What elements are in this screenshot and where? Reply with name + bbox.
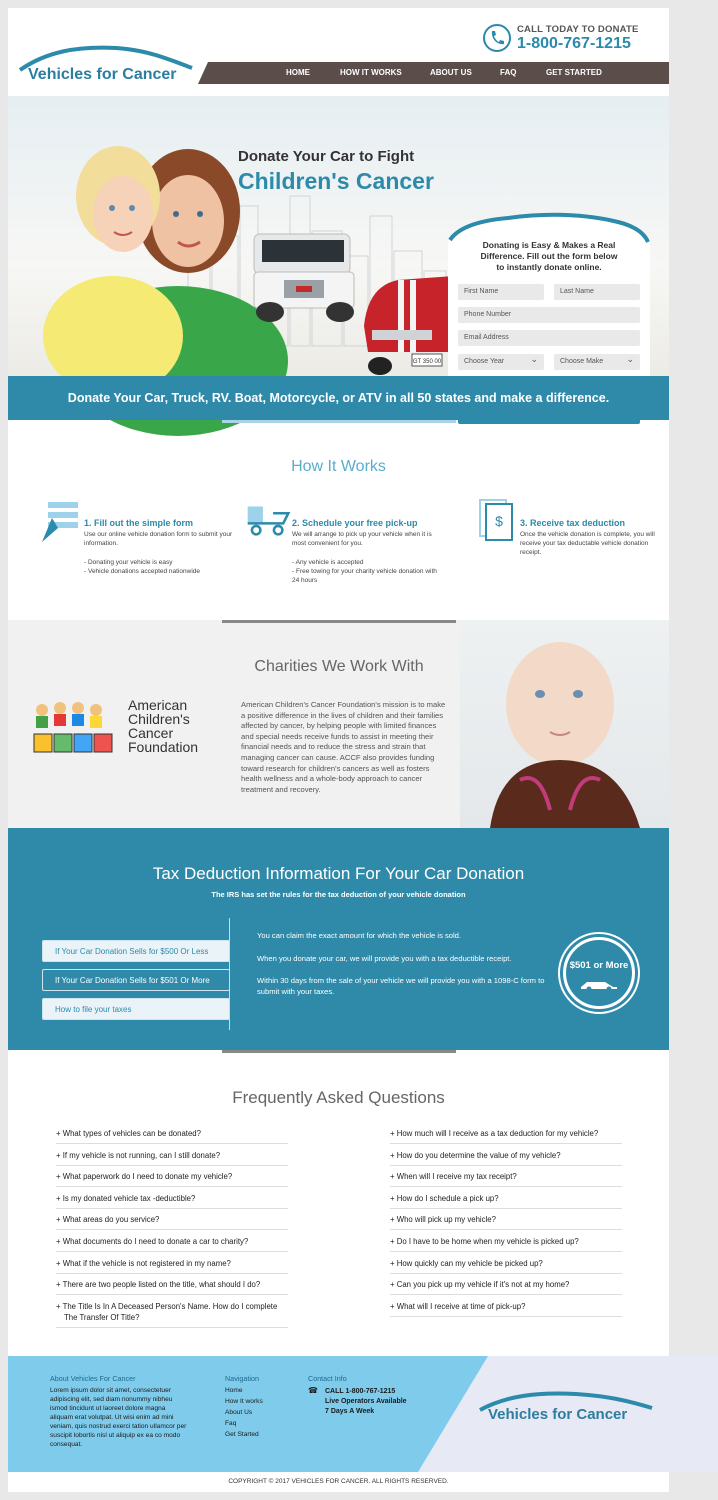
faq-question[interactable]: + The Title Is In A Deceased Person's Name. How do I complete The Transfer Of Title? <box>56 1301 288 1328</box>
faq-question[interactable]: + Who will pick up my vehicle? <box>390 1214 622 1230</box>
faq-question[interactable]: + Can you pick up my vehicle if it's not at my home? <box>390 1279 622 1295</box>
tax-tab-500-or-less[interactable]: If Your Car Donation Sells for $500 Or Less <box>42 940 230 962</box>
accf-name-line1: American <box>128 697 188 713</box>
child-photo <box>460 620 669 828</box>
footer-nav-home[interactable]: Home <box>225 1387 243 1394</box>
email-input[interactable]: Email Address <box>458 330 640 346</box>
main-nav <box>208 62 669 84</box>
charities-description: American Children's Cancer Foundation's mission is to make a positive difference in the lives of children and their families affected by cancer, by helping people with limited finances and special needs receive funds to assist in meeting their financial needs and to reduce the stress and strain that managing cancer can cause. ACCF also provides funding toward research for children's cancers as well as fosters health wellness and a whole-body approach to cancer treatment and recovery. <box>241 700 446 794</box>
license-plate-text: GT 350 00 <box>412 359 442 365</box>
faq-question[interactable]: + There are two people listed on the title, what should I do? <box>56 1279 288 1295</box>
accf-name-line3: Cancer <box>128 725 174 741</box>
faq-question[interactable]: + How much will I receive as a tax deduction for my vehicle? <box>390 1128 622 1144</box>
nav-faq[interactable]: FAQ <box>500 68 517 77</box>
footer-nav-faq[interactable]: Faq <box>225 1420 237 1427</box>
accf-name <box>128 698 198 754</box>
hero-title-line1: Donate Your Car to Fight <box>238 148 415 165</box>
form-heading-line2: Difference. Fill out the form below <box>480 251 618 261</box>
nav-about-us[interactable]: ABOUT US <box>430 68 472 77</box>
footer-about-text: Lorem ipsum dolor sit amet, consectetuer adipiscing elit, sed diam nonummy nibheu ismod tincidunt ut laoreet dolore magna aliquam erat volutpat. Ut wisi enim ad mini veniam, quis nostrud exerci tation ullamcor per suscipit lobortis nisl ut aliquip ex ea co modo consequat. <box>50 1387 187 1448</box>
logo-text: Vehicles for Cancer <box>28 66 177 83</box>
faq-question[interactable]: + How quickly can my vehicle be picked up? <box>390 1258 622 1274</box>
copyright: COPYRIGHT © 2017 VEHICLES FOR CANCER. ALL RIGHTS RESERVED. <box>8 1472 669 1492</box>
form-heading <box>448 240 650 273</box>
vehicle-types-banner: Donate Your Car, Truck, RV. Boat, Motorcycle, or ATV in all 50 states and make a difference. <box>8 376 669 420</box>
footer-nav-about[interactable]: About Us <box>225 1409 253 1416</box>
banner-tab-accent <box>222 420 456 423</box>
faq-question[interactable]: + What if the vehicle is not registered in my name? <box>56 1258 288 1274</box>
hero <box>8 96 669 376</box>
charities-title: Charities We Work With <box>254 658 424 675</box>
year-select[interactable]: Choose Year ⌄ <box>458 354 544 370</box>
faq-question[interactable]: + What will I receive at time of pick-up? <box>390 1301 622 1317</box>
step-2 <box>246 498 446 598</box>
nav-how-it-works[interactable]: HOW IT WORKS <box>340 68 402 77</box>
tax-paragraph-2: When you donate your car, we will provide you with a tax deductible receipt. <box>257 954 512 963</box>
tax-divider <box>229 918 230 1030</box>
header <box>8 8 669 108</box>
receipt-icon <box>474 498 518 542</box>
accf-name-line2: Children's <box>128 711 190 727</box>
step-2-desc: We will arrange to pick up your vehicle when it is most convenient for you. <box>292 531 432 547</box>
nav-get-started[interactable]: GET STARTED <box>546 68 602 77</box>
footer-contact-phone[interactable]: CALL 1-800-767-1215 <box>325 1388 396 1395</box>
call-number[interactable]: 1-800-767-1215 <box>517 35 631 52</box>
footer <box>8 1356 669 1472</box>
faq-question[interactable]: + If my vehicle is not running, can I still donate? <box>56 1150 288 1166</box>
tax-tab-501-or-more[interactable]: If Your Car Donation Sells for $501 Or More <box>42 969 230 991</box>
faq-question[interactable]: + When will I receive my tax receipt? <box>390 1171 622 1187</box>
step-3-desc: Once the vehicle donation is complete, you will receive your tax deductable vehicle donation receipt. <box>520 531 655 556</box>
tax-subtitle: The IRS has set the rules for the tax deduction of your vehicle donation <box>211 890 466 899</box>
tax-paragraph-3: Within 30 days from the sale of your vehicle we will provide you with a 1098-C form to submit with your taxes. <box>257 976 545 996</box>
step-2-bullet-2: - Free towing for your charity vehicle donation with 24 hours <box>292 568 437 584</box>
footer-logo[interactable] <box>476 1390 656 1430</box>
svg-text:$: $ <box>495 513 503 529</box>
red-mustang-image <box>358 256 458 376</box>
tax-section <box>8 828 669 1050</box>
charities-tab-accent <box>222 620 456 623</box>
step-3 <box>474 498 674 598</box>
faq-question[interactable]: + How do I schedule a pick up? <box>390 1193 622 1209</box>
form-heading-line3: to instantly donate online. <box>496 262 602 272</box>
footer-nav-how[interactable]: How It works <box>225 1398 263 1405</box>
footer-about-title: About Vehicles For Cancer <box>50 1374 136 1383</box>
footer-logo-text: Vehicles for Cancer <box>488 1406 628 1423</box>
tax-badge <box>560 934 638 1012</box>
step-1-title: 1. Fill out the simple form <box>84 518 194 528</box>
step-1-desc: Use our online vehicle donation form to submit your information. <box>84 531 233 547</box>
step-1-bullet-1: - Donating your vehicle is easy <box>84 559 173 566</box>
faq-question[interactable]: + What documents do I need to donate a car to charity? <box>56 1236 288 1252</box>
step-2-title: 2. Schedule your free pick-up <box>292 518 418 528</box>
phone-icon <box>483 24 511 52</box>
footer-nav-title: Navigation <box>225 1374 259 1383</box>
faq-question[interactable]: + What paperwork do I need to donate my vehicle? <box>56 1171 288 1187</box>
footer-nav-start[interactable]: Get Started <box>225 1431 259 1438</box>
step-1-bullet-2: - Vehicle donations accepted nationwide <box>84 568 200 575</box>
footer-contact-line3: 7 Days A Week <box>325 1408 375 1415</box>
faq-title: Frequently Asked Questions <box>232 1088 445 1107</box>
tax-tab-file-taxes[interactable]: How to file your taxes <box>42 998 230 1020</box>
faq-question[interactable]: + Do I have to be home when my vehicle is picked up? <box>390 1236 622 1252</box>
step-3-title: 3. Receive tax deduction <box>520 518 626 528</box>
car-icon <box>579 978 619 992</box>
step-2-bullet-1: - Any vehicle is accepted <box>292 559 364 566</box>
tow-truck-icon <box>246 498 290 542</box>
first-name-input[interactable]: First Name <box>458 284 544 300</box>
footer-contact-title: Contact Info <box>308 1374 347 1383</box>
nav-home[interactable]: HOME <box>286 68 310 77</box>
footer-contact-line2: Live Operators Available <box>325 1398 407 1405</box>
make-select[interactable]: Choose Make ⌄ <box>554 354 640 370</box>
last-name-input[interactable]: Last Name <box>554 284 640 300</box>
call-label: CALL TODAY TO DONATE <box>517 24 639 35</box>
tax-paragraph-1: You can claim the exact amount for which the vehicle is sold. <box>257 931 462 940</box>
faq-question[interactable]: + Is my donated vehicle tax -deductible? <box>56 1193 288 1209</box>
tax-badge-text: $501 or More <box>569 960 629 971</box>
faq-question[interactable]: + What types of vehicles can be donated? <box>56 1128 288 1144</box>
form-icon <box>38 498 82 542</box>
call-box[interactable] <box>483 22 653 56</box>
faq-question[interactable]: + How do you determine the value of my vehicle? <box>390 1150 622 1166</box>
faq-tab-accent <box>222 1050 456 1053</box>
how-it-works-title: How It Works <box>291 458 386 475</box>
accf-name-line4: Foundation <box>128 739 199 755</box>
logo[interactable] <box>16 44 196 94</box>
page <box>8 8 669 1492</box>
faq-question[interactable]: + What areas do you service? <box>56 1214 288 1230</box>
hero-title-line2: Children's Cancer <box>238 168 434 194</box>
footer-phone-icon: ☎ <box>308 1386 318 1395</box>
tax-title: Tax Deduction Information For Your Car Donation <box>152 864 525 883</box>
form-heading-line1: Donating is Easy & Makes a Real <box>482 240 616 250</box>
white-truck-image <box>248 226 358 326</box>
phone-input[interactable]: Phone Number <box>458 307 640 323</box>
step-1 <box>38 498 238 598</box>
